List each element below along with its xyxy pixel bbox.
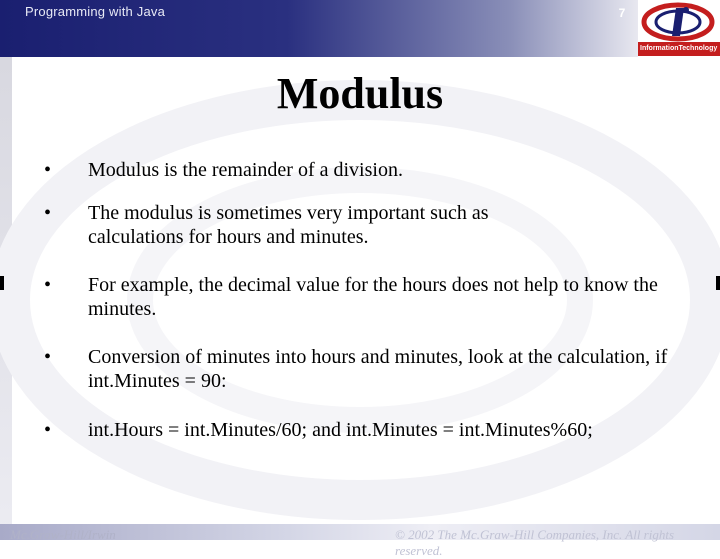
bullet-marker: • (44, 202, 52, 224)
bullet-text: Conversion of minutes into hours and minutes, look at the calculation, if int.Minutes = 90: (88, 346, 668, 392)
left-edge-mark (0, 276, 4, 290)
logo-text: InformationTechnology (640, 45, 718, 52)
bullet-text: int.Hours = int.Minutes/60; and int.Minutes = int.Minutes%60; (88, 419, 593, 441)
bullet-marker: • (44, 419, 52, 441)
footer-publisher: Mc.Graw-Hill/Irwin (10, 527, 116, 542)
footer-copyright: © 2002 The Mc.Graw-Hill Companies, Inc. All rights reserved. (395, 527, 675, 558)
course-title: Programming with Java (25, 4, 166, 19)
slide-number: 7 (618, 6, 626, 20)
right-edge-mark (716, 276, 720, 290)
slide-title: Modulus (276, 69, 444, 118)
bullet-text: The modulus is sometimes very important such as calculations for hours and minutes. (88, 202, 489, 248)
bullet-text: Modulus is the remainder of a division. (88, 159, 403, 181)
bullet-text: For example, the decimal value for the hours does not help to know the minutes. (88, 274, 658, 320)
bullet-marker: • (44, 346, 52, 368)
bullet-marker: • (44, 159, 52, 181)
bullet-marker: • (44, 274, 52, 296)
